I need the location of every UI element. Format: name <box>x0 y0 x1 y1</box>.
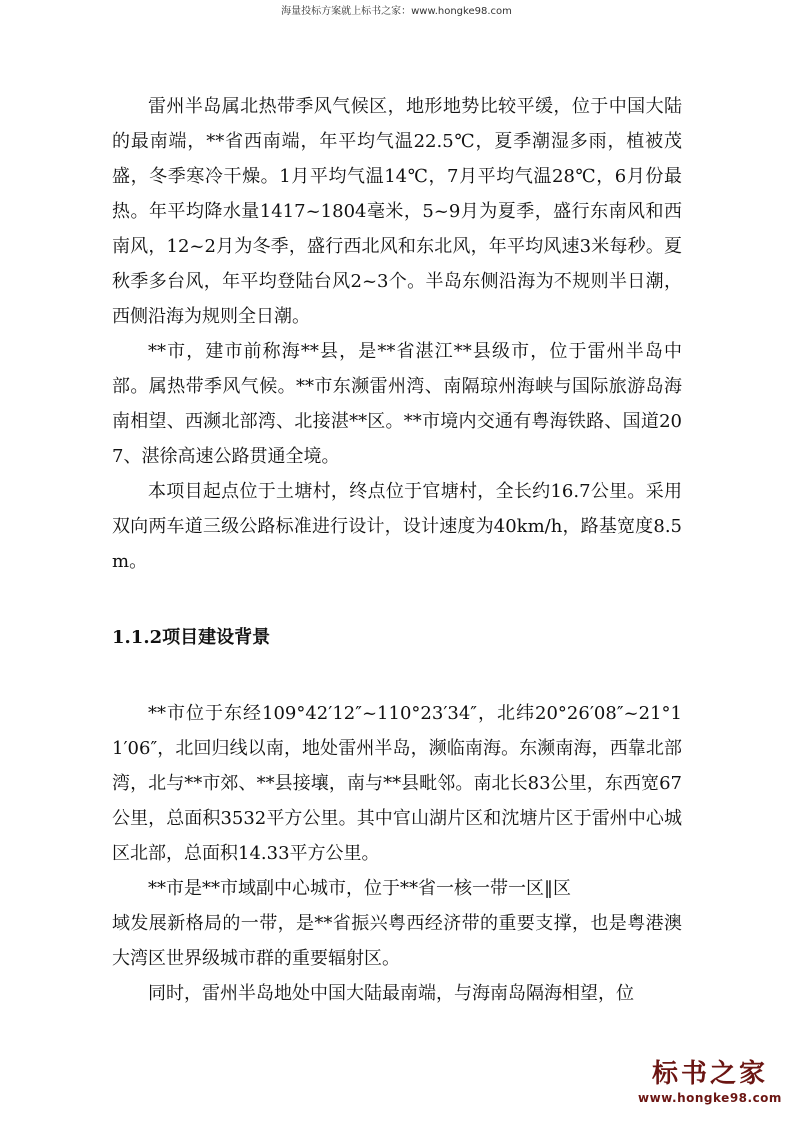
logo-url: www.hongke98.com <box>638 1091 782 1105</box>
section-heading: 1.1.2项目建设背景 <box>112 627 271 648</box>
page-header: 海量投标方案就上标书之家：www.hongke98.com <box>281 6 512 17</box>
spacer <box>112 655 682 696</box>
watermark-logo <box>630 1058 790 1106</box>
paragraph-geography: **市位于东经109°42′12″~110°23′34″，北纬20°26′08″~21°11′06″，北回归线以南，地处雷州半岛，濒临南海。东濒南海，西靠北部湾，北与**市郊、**县接壤，南与**县毗邻。南北长83公里，东西宽67公里，总面积3532平方公里。其中官山湖片区和沈塘片区于雷州中心城区北部，总面积14.33平方公里。 <box>112 703 682 864</box>
paragraph-city-overview: **市，建市前称海**县，是**省湛江**县级市，位于雷州半岛中部。属热带季风气候。**市东濒雷州湾、南隔琼州海峡与国际旅游岛海南相望、西濒北部湾、北接湛**区。**市境内交通有粤海铁路、国道207、湛徐高速公路贯通全境。 <box>112 341 682 467</box>
document-body <box>112 89 682 1011</box>
paragraph-location: 同时，雷州半岛地处中国大陆最南端，与海南岛隔海相望，位 <box>148 983 634 1004</box>
paragraph-project-scope: 本项目起点位于土塘村，终点位于官塘村，全长约16.7公里。采用双向两车道三级公路标准进行设计，设计速度为40km/h，路基宽度8.5m。 <box>112 481 682 572</box>
paragraph-climate: 雷州半岛属北热带季风气候区，地形地势比较平缓，位于中国大陆的最南端，**省西南端，年平均气温22.5℃，夏季潮湿多雨，植被茂盛，冬季寒冷干燥。1月平均气温14℃，7月平均气温28℃，6月份最热。年平均降水量1417~1804毫米，5~9月为夏季，盛行东南风和西南风，12~2月为冬季，盛行西北风和东北风，年平均风速3米每秒。夏秋季多台风，年平均登陆台风2~3个。半岛东侧沿海为不规则半日潮，西侧沿海为规则全日潮。 <box>112 96 682 327</box>
logo-title: 标书之家 <box>651 1059 768 1089</box>
paragraph-regional-role-continued: 域发展新格局的一带，是**省振兴粤西经济带的重要支撑，也是粤港澳大湾区世界级城市群的重要辐射区。 <box>112 913 682 969</box>
paragraph-regional-role: **市是**市域副中心城市，位于**省一核一带一区‖区 <box>148 878 571 899</box>
spacer <box>112 579 682 620</box>
